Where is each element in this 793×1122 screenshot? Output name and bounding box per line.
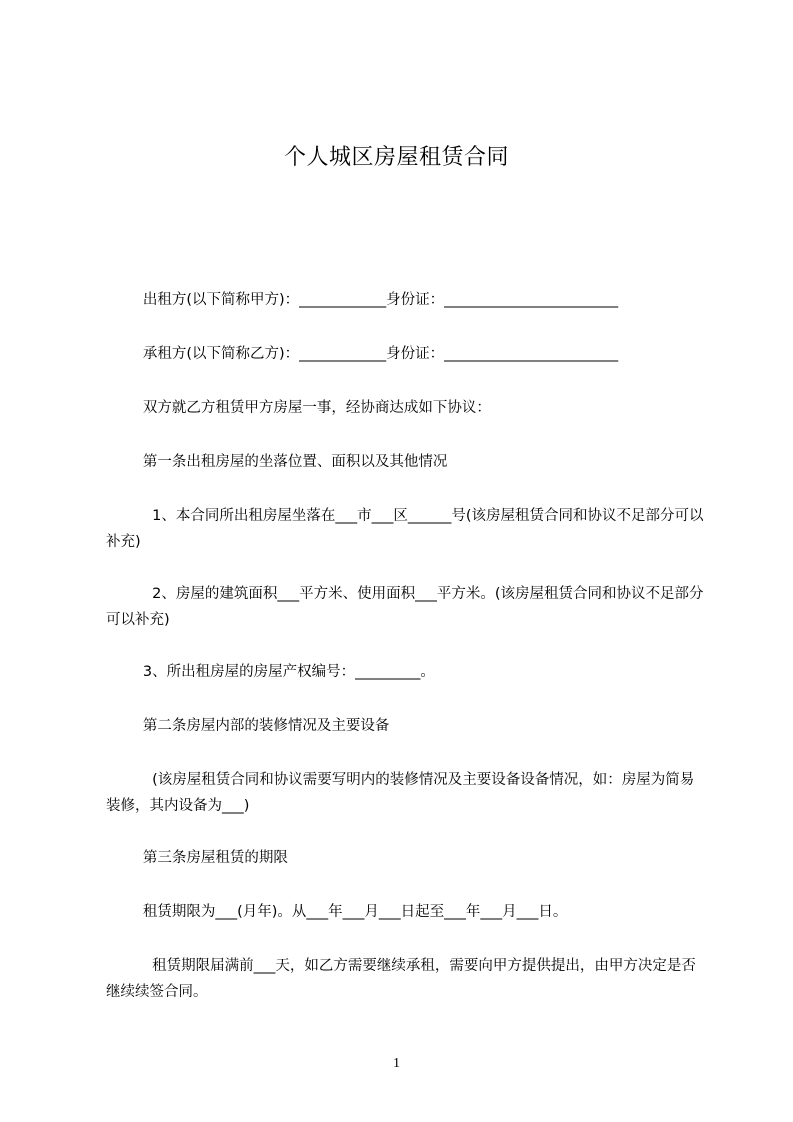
lease-term-line: 租赁期限为___(月年)。从___年___月___日起至___年___月___日。 — [106, 904, 568, 920]
lessee-line: 承租方(以下简称乙方)：____________身份证：________________________ — [106, 346, 619, 362]
article-3-heading: 第三条房屋租赁的期限 — [106, 850, 288, 866]
document-title: 个人城区房屋租赁合同 — [283, 145, 509, 170]
page-number: 1 — [393, 1056, 400, 1071]
article-1-item-1: 1、本合同所出租房屋坐落在___市___区______号(该房屋租赁合同和协议不足部分可以补充) — [106, 508, 704, 550]
article-2-body: (该房屋租赁合同和协议需要写明内的装修情况及主要设备设备情况，如：房屋为简易装修，其内设备为___) — [106, 772, 695, 814]
article-1-item-3: 3、所出租房屋的房屋产权编号：_________。 — [106, 664, 435, 680]
agreement-intro: 双方就乙方租赁甲方房屋一事，经协商达成如下协议： — [106, 400, 491, 416]
lessor-line: 出租方(以下简称甲方)：____________身份证：________________________ — [106, 292, 619, 308]
article-2-heading: 第二条房屋内部的装修情况及主要设备 — [106, 718, 390, 734]
article-1-heading: 第一条出租房屋的坐落位置、面积以及其他情况 — [106, 454, 448, 470]
lease-renewal-paragraph: 租赁期限届满前___天，如乙方需要继续承租，需要向甲方提供提出，由甲方决定是否继续续签合同。 — [106, 958, 696, 1000]
article-1-item-2: 2、房屋的建筑面积___平方米、使用面积___平方米。(该房屋租赁合同和协议不足部分可以补充) — [106, 586, 704, 628]
